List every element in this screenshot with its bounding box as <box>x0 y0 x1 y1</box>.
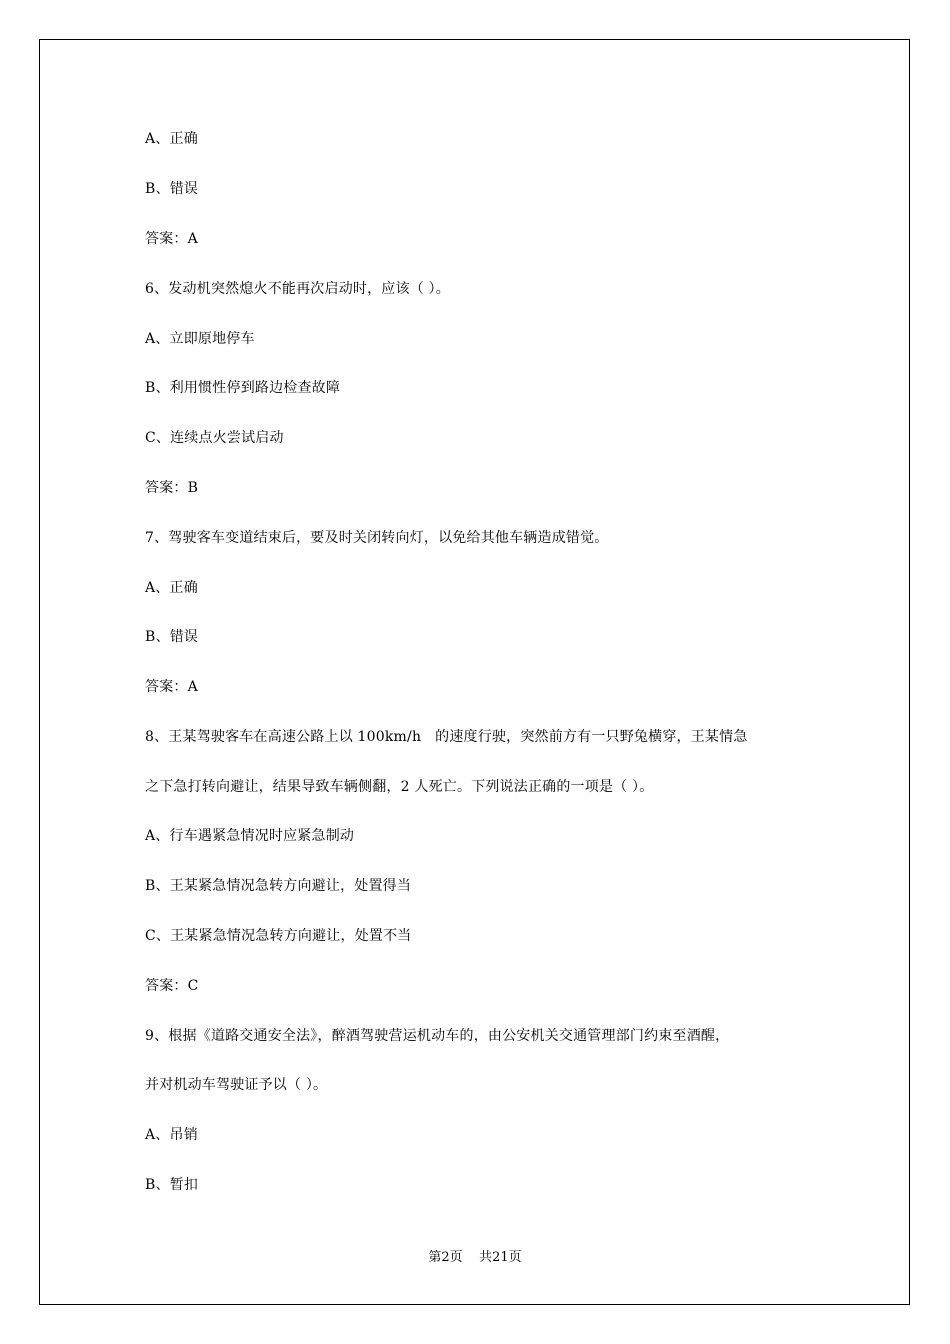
option-line: B、王某紧急情况急转方向避让，处置得当 <box>145 878 412 894</box>
option-line: A、立即原地停车 <box>145 331 255 347</box>
question-line: 之下急打转向避让，结果导致车辆侧翻，2 人死亡。下列说法正确的一项是（ ）。 <box>145 779 654 795</box>
question-line: 8、王某驾驶客车在高速公路上以 100km/h 的速度行驶，突然前方有一只野兔横穿，王某情急 <box>145 729 748 745</box>
option-line: C、王某紧急情况急转方向避让，处置不当 <box>145 928 412 944</box>
answer-line: 答案：B <box>145 480 199 496</box>
answer-line: 答案：C <box>145 978 199 994</box>
option-line: B、错误 <box>145 629 199 645</box>
option-line: B、错误 <box>145 181 199 197</box>
question-line: 并对机动车驾驶证予以（ ）。 <box>145 1077 328 1093</box>
option-line: A、正确 <box>145 131 198 147</box>
option-line: A、行车遇紧急情况时应紧急制动 <box>145 828 355 844</box>
answer-line: 答案：A <box>145 679 198 695</box>
option-line: A、吊销 <box>145 1127 198 1143</box>
question-line: 6、发动机突然熄火不能再次启动时，应该（ ）。 <box>145 281 450 297</box>
option-line: A、正确 <box>145 580 198 596</box>
option-line: B、暂扣 <box>145 1177 199 1193</box>
question-line: 7、驾驶客车变道结束后，要及时关闭转向灯，以免给其他车辆造成错觉。 <box>145 530 609 546</box>
page-border <box>39 39 910 1305</box>
page-footer: 第2页 共21页 <box>428 1250 522 1265</box>
option-line: C、连续点火尝试启动 <box>145 430 284 446</box>
option-line: B、利用惯性停到路边检查故障 <box>145 380 341 396</box>
question-line: 9、根据《道路交通安全法》，醉酒驾驶营运机动车的，由公安机关交通管理部门约束至酒醒， <box>145 1028 730 1044</box>
answer-line: 答案：A <box>145 231 198 247</box>
